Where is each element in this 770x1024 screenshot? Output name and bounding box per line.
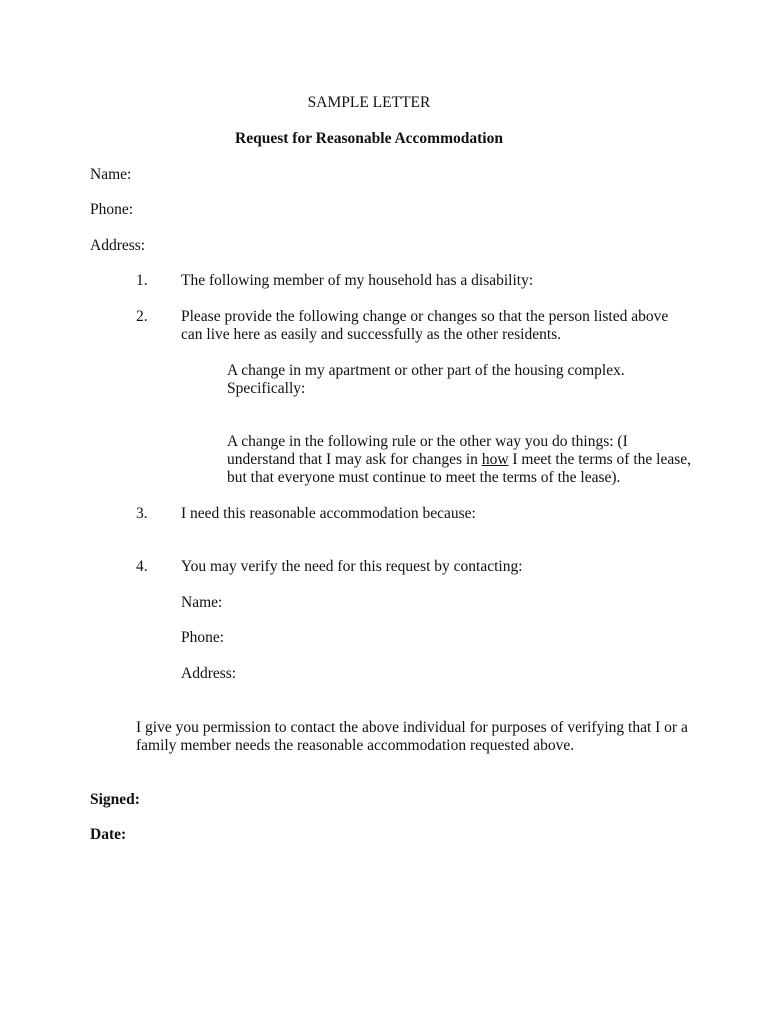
item-1-text: The following member of my household has a disability: (181, 272, 534, 289)
option-b-line-1: A change in the following rule or the other way you do things: (I (227, 433, 628, 450)
item-2-number: 2. (136, 308, 148, 325)
letter-label: SAMPLE LETTER (307, 94, 431, 111)
permission-line-2: family member needs the reasonable accommodation requested above. (136, 737, 575, 754)
option-b-line-2: understand that I may ask for changes in how I meet the terms of the lease, (227, 451, 691, 468)
contact-name-label: Name: (181, 594, 223, 611)
item-4-text: You may verify the need for this request by contacting: (181, 558, 523, 575)
item-4-number: 4. (136, 558, 148, 575)
item-1-number: 1. (136, 272, 148, 289)
option-a-line-2: Specifically: (227, 380, 306, 397)
item-2-line-2: can live here as easily and successfully as the other residents. (181, 326, 562, 343)
requester-address-label: Address: (90, 237, 146, 254)
item-3-number: 3. (136, 505, 148, 522)
requester-name-label: Name: (90, 166, 132, 183)
item-2-line-1: Please provide the following change or changes so that the person listed above (181, 308, 669, 325)
contact-phone-label: Phone: (181, 629, 225, 646)
requester-phone-label: Phone: (90, 201, 134, 218)
date-label: Date: (90, 826, 127, 843)
underlined-how: how (481, 451, 509, 468)
contact-address-label: Address: (181, 665, 237, 682)
permission-line-1: I give you permission to contact the above individual for purposes of verifying that I or a (136, 719, 688, 736)
option-a-line-1: A change in my apartment or other part of the housing complex. (227, 362, 625, 379)
item-3-text: I need this reasonable accommodation because: (181, 505, 476, 522)
signed-label: Signed: (90, 791, 140, 808)
letter-title: Request for Reasonable Accommodation (235, 130, 503, 147)
option-b-line-3: but that everyone must continue to meet the terms of the lease). (227, 469, 621, 486)
